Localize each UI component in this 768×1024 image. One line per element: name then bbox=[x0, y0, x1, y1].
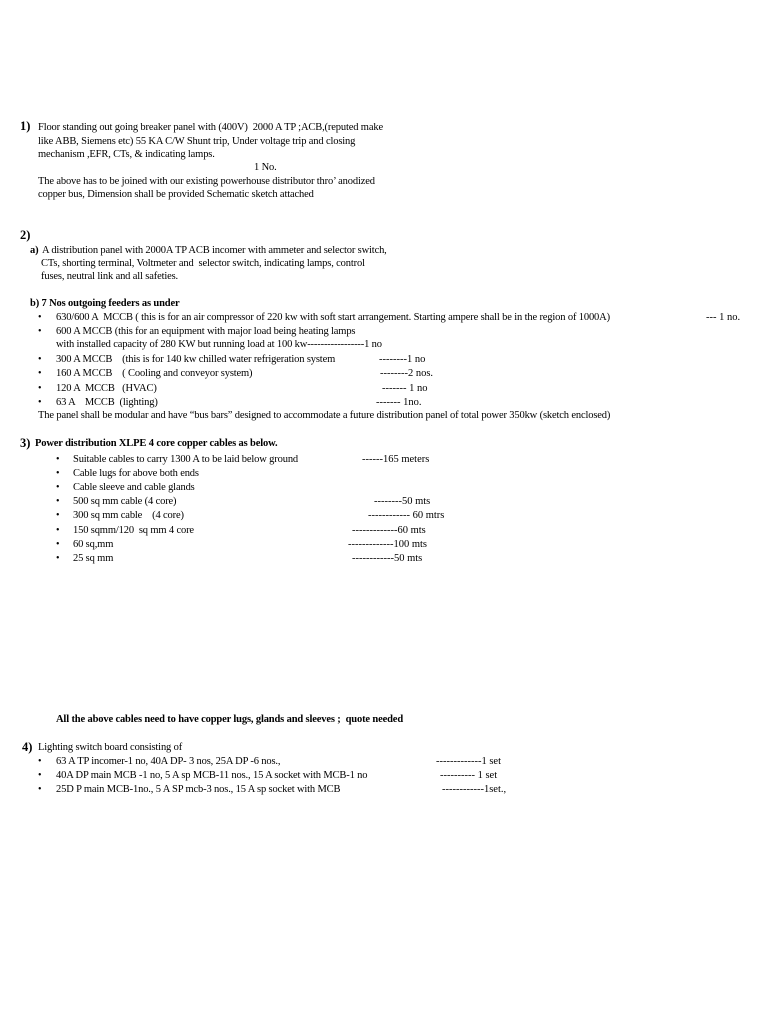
cable-item: 25 sq mm bbox=[73, 553, 114, 564]
switchboard-quantity: ------------1set., bbox=[442, 784, 507, 795]
section-2-number: 2) bbox=[20, 228, 31, 242]
bullet-icon: • bbox=[56, 510, 60, 521]
cable-quantity: --------50 mts bbox=[374, 496, 431, 507]
cable-item: Cable sleeve and cable glands bbox=[73, 482, 195, 493]
bullet-icon: • bbox=[38, 383, 42, 394]
bullet-icon: • bbox=[38, 368, 42, 379]
cable-quantity: -------------60 mts bbox=[352, 525, 426, 536]
section-4-heading: Lighting switch board consisting of bbox=[38, 742, 183, 753]
section-3-number: 3) bbox=[20, 436, 31, 450]
section-1-line: The above has to be joined with our existing powerhouse distributor thro’ anodized bbox=[38, 176, 375, 187]
feeder-item: 630/600 A MCCB ( this is for an air compressor of 220 kw with soft start arrangement. Starting ampere shall be in the region of 1000A) bbox=[56, 312, 610, 323]
section-2a-line: CTs, shorting terminal, Voltmeter and selector switch, indicating lamps, control bbox=[41, 258, 365, 269]
cable-quantity: -------------100 mts bbox=[348, 539, 428, 550]
cable-item: 300 sq mm cable (4 core) bbox=[73, 510, 184, 521]
section-1-line: Floor standing out going breaker panel with (400V) 2000 A TP ;ACB,(reputed make bbox=[38, 122, 383, 133]
feeder-item: 63 A MCCB (lighting) bbox=[56, 397, 158, 408]
cable-quantity: ------165 meters bbox=[362, 454, 430, 465]
bullet-icon: • bbox=[56, 482, 60, 493]
bullet-icon: • bbox=[38, 354, 42, 365]
section-2b-heading: b) 7 Nos outgoing feeders as under bbox=[30, 298, 180, 309]
feeder-item: 160 A MCCB ( Cooling and conveyor system) bbox=[56, 368, 253, 379]
switchboard-item: 25D P main MCB-1no., 5 A SP mcb-3 nos., 15 A sp socket with MCB bbox=[56, 784, 341, 795]
feeder-quantity: ------- 1no. bbox=[376, 397, 422, 408]
feeder-item: 300 A MCCB (this is for 140 kw chilled water refrigeration system bbox=[56, 354, 336, 365]
bullet-icon: • bbox=[56, 553, 60, 564]
bullet-icon: • bbox=[38, 397, 42, 408]
bullet-icon: • bbox=[38, 312, 42, 323]
section-2a-line: A distribution panel with 2000A TP ACB incomer with ammeter and selector switch, bbox=[42, 245, 387, 256]
bullet-icon: • bbox=[38, 756, 42, 767]
cable-item: 150 sqmm/120 sq mm 4 core bbox=[73, 525, 194, 536]
section-1-line: copper bus, Dimension shall be provided Schematic sketch attached bbox=[38, 189, 314, 200]
section-2a-label: a) bbox=[30, 245, 39, 256]
cable-quantity: ------------50 mts bbox=[352, 553, 423, 564]
switchboard-quantity: ---------- 1 set bbox=[440, 770, 498, 781]
section-1-line: mechanism ,EFR, CTs, & indicating lamps. bbox=[38, 149, 215, 160]
feeder-quantity: --- 1 no. bbox=[706, 312, 741, 323]
bullet-icon: • bbox=[56, 496, 60, 507]
bullet-icon: • bbox=[56, 454, 60, 465]
switchboard-item: 40A DP main MCB -1 no, 5 A sp MCB-11 nos., 15 A socket with MCB-1 no bbox=[56, 770, 368, 781]
switchboard-item: 63 A TP incomer-1 no, 40A DP- 3 nos, 25A DP -6 nos., bbox=[56, 756, 281, 767]
cable-item: Cable lugs for above both ends bbox=[73, 468, 199, 479]
cable-item: Suitable cables to carry 1300 A to be laid below ground bbox=[73, 454, 299, 465]
cable-item: 500 sq mm cable (4 core) bbox=[73, 496, 177, 507]
bullet-icon: • bbox=[56, 539, 60, 550]
feeder-quantity: ------- 1 no bbox=[382, 383, 428, 394]
bullet-icon: • bbox=[56, 525, 60, 536]
panel-note: The panel shall be modular and have “bus bars” designed to accommodate a future distribution panel of total power 350kw (sketch enclosed) bbox=[38, 410, 611, 421]
feeder-item-continuation: with installed capacity of 280 KW but running load at 100 kw-----------------1 no bbox=[56, 339, 382, 350]
bullet-icon: • bbox=[38, 326, 42, 337]
feeder-quantity: --------2 nos. bbox=[380, 368, 434, 379]
cables-footer-note: All the above cables need to have copper lugs, glands and sleeves ; quote needed bbox=[56, 714, 404, 725]
bullet-icon: • bbox=[38, 784, 42, 795]
section-1-quantity: 1 No. bbox=[254, 162, 277, 173]
cable-item: 60 sq,mm bbox=[73, 539, 114, 550]
bullet-icon: • bbox=[38, 770, 42, 781]
switchboard-quantity: -------------1 set bbox=[436, 756, 501, 767]
section-1-number: 1) bbox=[20, 119, 31, 133]
section-1-line: like ABB, Siemens etc) 55 KA C/W Shunt trip, Under voltage trip and closing bbox=[38, 136, 356, 147]
section-2a-line: fuses, neutral link and all safeties. bbox=[41, 271, 179, 282]
feeder-item: 120 A MCCB (HVAC) bbox=[56, 383, 157, 394]
cable-quantity: ------------ 60 mtrs bbox=[368, 510, 445, 521]
feeder-item: 600 A MCCB (this for an equipment with major load being heating lamps bbox=[56, 326, 356, 337]
section-4-number: 4) bbox=[22, 740, 33, 754]
feeder-quantity: --------1 no bbox=[379, 354, 426, 365]
section-3-heading: Power distribution XLPE 4 core copper cables as below. bbox=[35, 438, 278, 449]
bullet-icon: • bbox=[56, 468, 60, 479]
